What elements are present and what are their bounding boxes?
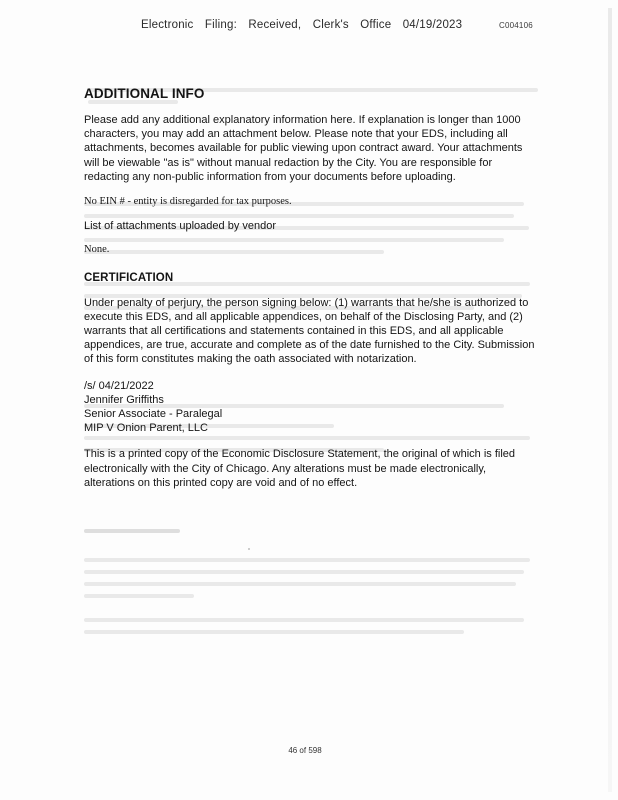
bleed-through-line <box>84 558 530 562</box>
attachments-value: None. <box>84 244 110 256</box>
certification-statement: Under penalty of perjury, the person signing below: (1) warrants that he/she is authorized to execute this EDS, and all applicable appendices, on behalf of the Disclosing Party, and (2) warrants that all certifications and statements contained in this EDS, and all applicable appendices, are true, accurate and complete as of the date furnished to the City. Submission of this form constitutes making the oath associated with notarization. <box>84 296 535 366</box>
bleed-through-line <box>84 618 524 622</box>
signer-company: MIP V Onion Parent, LLC <box>84 422 208 435</box>
certification-heading: CERTIFICATION <box>84 271 174 284</box>
document-body <box>84 86 538 490</box>
scan-speck <box>248 548 250 550</box>
printed-copy-notice: This is a printed copy of the Economic Disclosure Statement, the original of which is filed electronically with the City of Chicago. Any alterations must be made electronically, alterations on this printed copy are void and of no effect. <box>84 448 516 489</box>
bleed-through-line <box>84 630 464 634</box>
additional-info-instructions: Please add any additional explanatory information here. If explanation is longer than 1000 characters, you may add an attachment below. Please note that your EDS, including all attachments, becomes available for public viewing upon contract award. Your attachments will be viewable "as is" without manual redaction by the City. You are responsible for redacting any non-public information from your documents before uploading. <box>84 114 523 183</box>
bleed-through-line <box>84 529 180 533</box>
filing-stamp-code: C004106 <box>499 21 533 30</box>
page-number: 46 of 598 <box>288 746 322 755</box>
scan-edge-shadow <box>608 8 612 792</box>
signer-title: Senior Associate - Paralegal <box>84 408 223 421</box>
signer-name: Jennifer Griffiths <box>84 393 164 406</box>
additional-info-explanation: No EIN # - entity is disregarded for tax purposes. <box>84 196 292 208</box>
filing-stamp-text: Electronic Filing: Received, Clerk's Office 04/19/2023 <box>141 19 463 31</box>
bleed-through-line <box>84 594 194 598</box>
page-footer <box>0 746 618 755</box>
bleed-through-line <box>84 582 516 586</box>
signature-date: /s/ 04/21/2022 <box>84 379 154 392</box>
bleed-through-line <box>84 570 524 574</box>
signature-block <box>84 379 538 436</box>
attachments-label: List of attachments uploaded by vendor <box>84 220 277 233</box>
additional-info-heading: ADDITIONAL INFO <box>84 86 205 101</box>
